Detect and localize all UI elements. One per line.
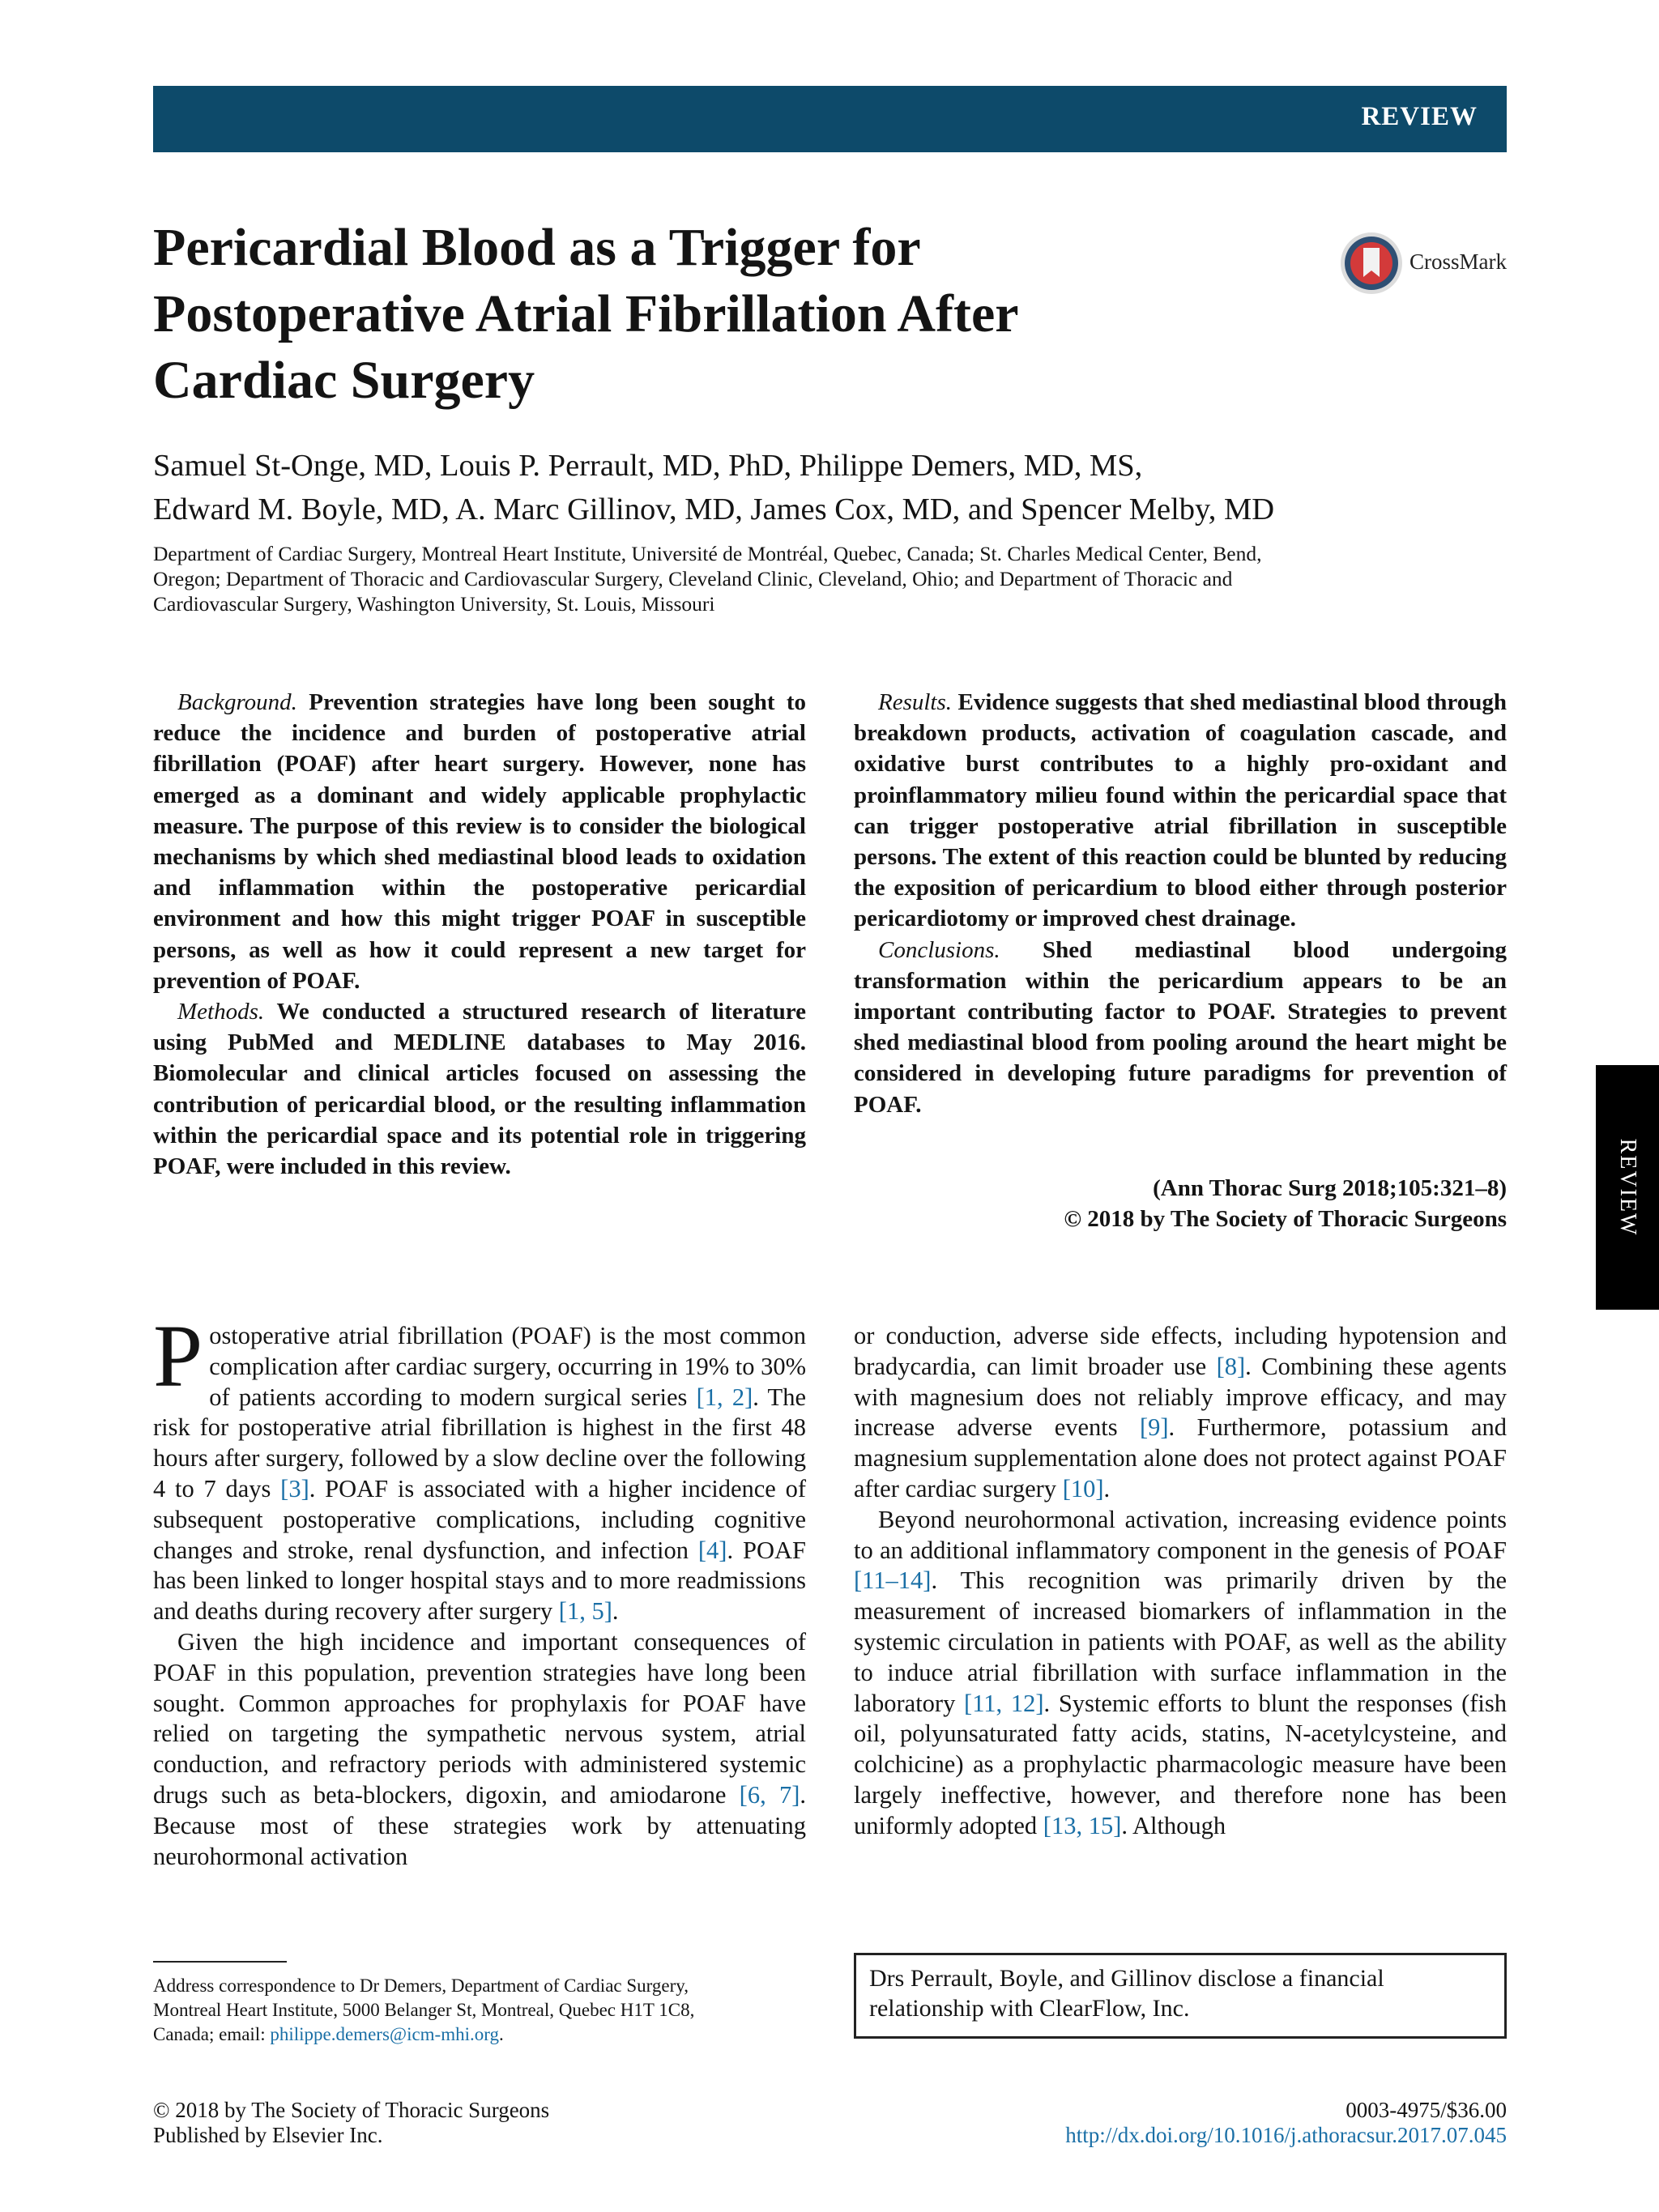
body-text: . <box>612 1597 619 1626</box>
abstract-results <box>854 687 1507 935</box>
body-text: . POAF is associated with a higher incidence of subsequent postoperative complications, including cognitive changes and stroke, renal dysfunction, and infection <box>153 1474 806 1564</box>
methods-label: Methods. <box>177 999 265 1025</box>
title-line: Pericardial Blood as a Trigger for <box>153 218 921 277</box>
conclusions-label: Conclusions. <box>878 936 1000 963</box>
body-text: . Because most of these strategies work by attenuating neurohormonal activation <box>153 1780 806 1870</box>
body-paragraph <box>153 1306 806 1627</box>
title-line: Postoperative Atrial Fibrillation After <box>153 284 1019 343</box>
citation-block <box>854 1173 1507 1234</box>
body-text: . The risk for postoperative atrial fibrillation is highest in the first 48 hours after surgery, followed by a slow decline over the following 4 to 7 days <box>153 1383 806 1502</box>
footnote-line: Address correspondence to Dr Demers, Department of Cardiac Surgery, <box>153 1975 689 1996</box>
journal-reference: (Ann Thorac Surg 2018;105:321–8) <box>1153 1175 1507 1201</box>
title-line: Cardiac Surgery <box>153 351 535 410</box>
author-list <box>153 444 1530 531</box>
body-paragraph <box>854 1321 1507 1505</box>
footnote-text: . <box>499 2024 504 2044</box>
affiliation-line: Cardiovascular Surgery, Washington University, St. Louis, Missouri <box>153 592 715 616</box>
disclosure-box <box>854 1953 1507 2039</box>
affiliation-line: Oregon; Department of Thoracic and Cardiovascular Surgery, Cleveland Clinic, Cleveland, Ohio; and Department of Thoracic and <box>153 567 1233 590</box>
footnote-text: Canada; email: <box>153 2024 271 2044</box>
side-tab-label: REVIEW <box>1615 1138 1640 1237</box>
abstract-conclusions <box>854 935 1507 1120</box>
body-text: . Furthermore, potassium and magnesium supplementation alone does not protect against POAF after cardiac surgery <box>854 1413 1507 1502</box>
reference-link[interactable]: [10] <box>1062 1474 1104 1502</box>
footer-left <box>153 2098 549 2148</box>
copyright-line: © 2018 by The Society of Thoracic Surgeons <box>1064 1206 1507 1233</box>
crossmark-icon <box>1338 230 1405 296</box>
reference-link[interactable]: [1, 5] <box>558 1597 612 1626</box>
body-text: . Combining these agents with magnesium does not reliably improve efficacy, and may increase adverse events <box>854 1352 1507 1442</box>
author-line: Samuel St-Onge, MD, Louis P. Perrault, MD, PhD, Philippe Demers, MD, MS, <box>153 449 1143 483</box>
reference-link[interactable]: [13, 15] <box>1043 1811 1122 1839</box>
body-text: . <box>1103 1474 1111 1502</box>
body-left-column <box>153 1306 806 1872</box>
review-side-tab <box>1596 1065 1659 1310</box>
section-label: REVIEW <box>1361 102 1478 131</box>
reference-link[interactable]: [9] <box>1139 1413 1169 1442</box>
reference-link[interactable]: [11, 12] <box>964 1689 1044 1717</box>
affiliations <box>153 541 1514 616</box>
background-text: Prevention strategies have long been sought to reduce the incidence and burden of postoperative atrial fibrillation (POAF) after heart surgery. However, none has emerged as a dominant and widely applicable prophylactic measure. The purpose of this review is to consider the biological mechanisms by which shed mediastinal blood leads to oxidation and inflammation within the postoperative pericardial environment and how this might trigger POAF in susceptible persons, as well as how it could represent a new target for prevention of POAF. <box>153 689 806 994</box>
body-text: . POAF has been linked to longer hospital stays and to more readmissions and deaths during recovery after surgery <box>153 1536 806 1626</box>
footer-publisher: Published by Elsevier Inc. <box>153 2123 383 2147</box>
affiliation-line: Department of Cardiac Surgery, Montreal Heart Institute, Université de Montréal, Quebec, Canada; St. Charles Medical Center, Bend, <box>153 542 1262 565</box>
methods-text: We conducted a structured research of literature using PubMed and MEDLINE databases to May 2016. Biomolecular and clinical articles focused on assessing the contribution of pericardial blood, or the resulting inflammation within the pericardial space and its potential role in triggering POAF, were included in this review. <box>153 999 806 1180</box>
results-label: Results. <box>878 689 953 715</box>
abstract-methods <box>153 996 806 1182</box>
body-text: Given the high incidence and important consequences of POAF in this population, prevention strategies have long been sought. Common approaches for prophylaxis for POAF have relied on targeting the sympathetic nervous system, atrial conduction, and refractory periods with administered systemic drugs such as beta-blockers, digoxin, and amiodarone <box>153 1627 806 1809</box>
drop-cap: P <box>153 1306 203 1405</box>
body-text: . This recognition was primarily driven by the measurement of increased biomarkers of inflammation in the systemic circulation in patients with POAF, as well as the ability to induce atrial fibrillation with surface inflammation in the laboratory <box>854 1566 1507 1717</box>
email-link[interactable]: philippe.demers@icm-mhi.org <box>270 2024 499 2044</box>
correspondence-footnote <box>153 1974 806 2047</box>
footnote-line: Montreal Heart Institute, 5000 Belanger St, Montreal, Quebec H1T 1C8, <box>153 2000 695 2020</box>
background-label: Background. <box>177 689 297 715</box>
disclosure-line: relationship with ClearFlow, Inc. <box>869 1995 1190 2022</box>
reference-link[interactable]: [8] <box>1216 1352 1246 1380</box>
footnote-rule <box>153 1961 287 1963</box>
reference-link[interactable]: [1, 2] <box>696 1383 753 1411</box>
reference-link[interactable]: [11–14] <box>854 1566 932 1595</box>
body-text: ostoperative atrial fibrillation (POAF) is the most common complication after cardiac surgery, occurring in 19% to 30% of patients according to modern surgical series <box>209 1322 806 1411</box>
issn-price: 0003-4975/$36.00 <box>1346 2098 1507 2122</box>
body-text: . Systemic efforts to blunt the responses (fish oil, polyunsaturated fatty acids, statins, N-acetylcysteine, and colchicine) as a prophylactic pharmacologic measure have been largely ineffective, however, and therefore none has been uniformly adopted <box>854 1689 1508 1839</box>
section-header-band <box>153 86 1507 152</box>
reference-link[interactable]: [3] <box>280 1474 309 1502</box>
crossmark-badge[interactable] <box>1338 230 1508 296</box>
disclosure-line: Drs Perrault, Boyle, and Gillinov disclose a financial <box>869 1965 1384 1992</box>
abstract-left-column <box>153 687 806 1182</box>
results-text: Evidence suggests that shed mediastinal blood through breakdown products, activation of coagulation cascade, and oxidative burst contributes to a highly pro-oxidant and proinflammatory milieu found within the pericardial space that can trigger postoperative atrial fibrillation in susceptible persons. The extent of this reaction could be blunted by reducing the exposition of pericardium to blood either through posterior pericardiotomy or improved chest drainage. <box>854 689 1507 932</box>
doi-link[interactable]: http://dx.doi.org/10.1016/j.athoracsur.2017.07.045 <box>1065 2123 1507 2147</box>
abstract-background <box>153 687 806 996</box>
body-right-column <box>854 1321 1507 1842</box>
abstract-right-column <box>854 687 1507 1120</box>
conclusions-text: Shed mediastinal blood undergoing transformation within the pericardium appears to be an important contributing factor to POAF. Strategies to prevent shed mediastinal blood from pooling around the heart might be considered in developing future paradigms for prevention of POAF. <box>854 936 1507 1118</box>
article-title <box>153 215 1271 414</box>
body-paragraph <box>854 1505 1507 1842</box>
body-text: or conduction, adverse side effects, including hypotension and bradycardia, can limit broader use <box>854 1322 1507 1380</box>
author-line: Edward M. Boyle, MD, A. Marc Gillinov, MD, James Cox, MD, and Spencer Melby, MD <box>153 492 1275 526</box>
footer-copyright: © 2018 by The Society of Thoracic Surgeons <box>153 2098 550 2122</box>
footer-right <box>1065 2098 1507 2148</box>
crossmark-label: CrossMark <box>1410 249 1507 274</box>
footnote-line <box>153 2022 806 2047</box>
body-text: . Although <box>1121 1811 1226 1839</box>
reference-link[interactable]: [4] <box>697 1536 727 1564</box>
reference-link[interactable]: [6, 7] <box>739 1780 800 1809</box>
body-text: Beyond neurohormonal activation, increasing evidence points to an additional inflammatory component in the genesis of POAF <box>854 1505 1507 1564</box>
body-paragraph <box>153 1627 806 1872</box>
